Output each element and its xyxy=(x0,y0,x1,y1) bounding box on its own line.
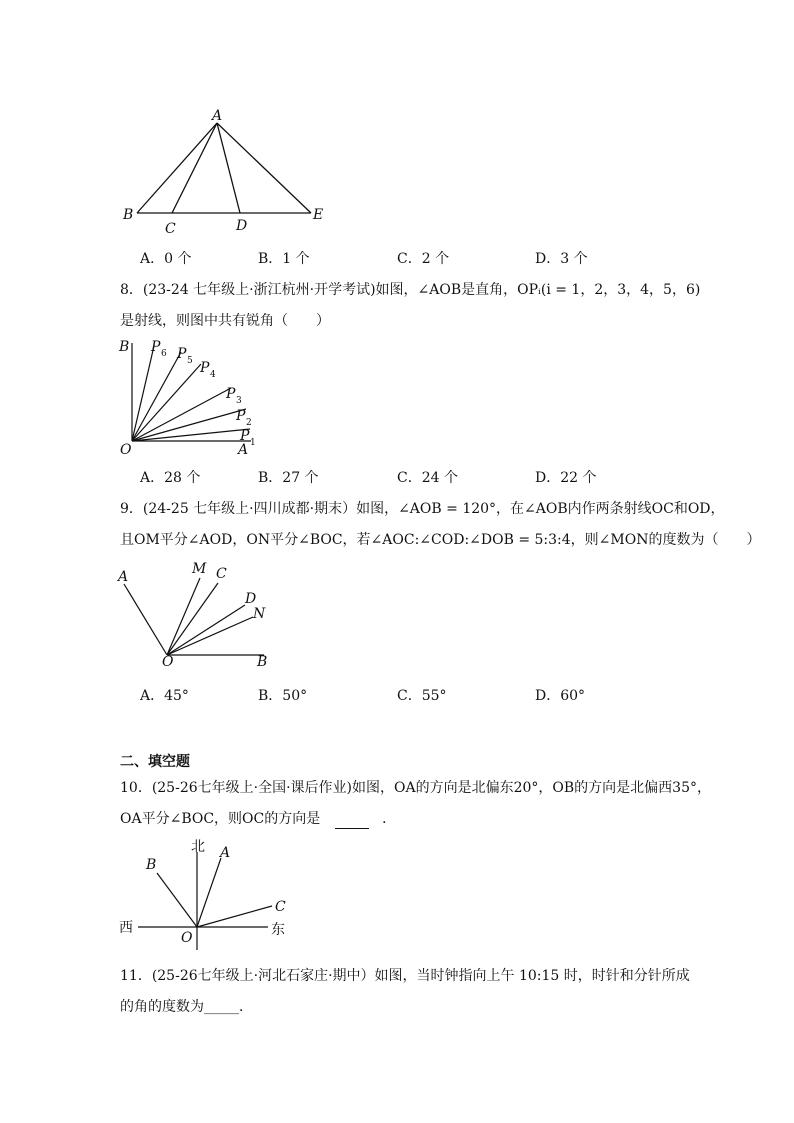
q7-option-d[interactable]: D．3 个 xyxy=(535,251,588,267)
q9-stem-line2: 且OM平分∠AOD，ON平分∠BOC，若∠AOC:∠COD:∠DOB = 5:3:4，则∠MON的度数为（ ） xyxy=(120,532,761,548)
q9-option-b[interactable]: B．50° xyxy=(258,688,308,704)
label-p3-sub: 3 xyxy=(236,396,242,406)
q8-stem-line1: 8．(23-24 七年级上·浙江杭州·开学考试)如图，∠AOB是直角，OPᵢ(i = 1，2，3，4，5，6) xyxy=(120,282,701,298)
label-p6-sub: 6 xyxy=(161,349,167,359)
label-north: 北 xyxy=(191,839,205,855)
q9-stem-line1: 9．(24-25 七年级上·四川成都·期末）如图，∠AOB = 120°，在∠AOB内作两条射线OC和OD， xyxy=(120,501,725,517)
q7-option-c[interactable]: C．2 个 xyxy=(397,251,450,267)
label-c9: C xyxy=(216,566,227,582)
label-p1: P xyxy=(240,428,250,444)
label-p6: P xyxy=(151,339,161,355)
label-b10: B xyxy=(146,857,157,873)
q11-stem-line1: 11．(25-26七年级上·河北石家庄·期中）如图，当时钟指向上午 10:15 时，时针和分针所成 xyxy=(120,968,690,984)
q8-stem-line2: 是射线，则图中共有锐角（ ） xyxy=(120,313,330,329)
q8-option-c[interactable]: C．24 个 xyxy=(397,470,458,486)
label-p5-sub: 5 xyxy=(187,356,193,366)
ray-oc10 xyxy=(197,906,272,927)
q10-stem-line1: 10．(25-26七年级上·全国·课后作业)如图，OA的方向是北偏东20°，OB的方向是北偏西35°， xyxy=(120,780,711,796)
label-c: C xyxy=(165,221,176,237)
q7-option-a[interactable]: A．0 个 xyxy=(140,251,192,267)
ray-oa10 xyxy=(197,858,221,927)
q9-option-d[interactable]: D．60° xyxy=(535,688,586,704)
label-o9: O xyxy=(162,654,174,670)
label-p4-sub: 4 xyxy=(210,370,216,380)
q10-stem-end: ． xyxy=(382,811,397,827)
label-c10: C xyxy=(275,899,286,915)
label-o8: O xyxy=(120,442,132,458)
label-p4: P xyxy=(200,360,210,376)
label-d: D xyxy=(236,218,248,234)
label-m9: M xyxy=(192,561,207,577)
q8-option-a[interactable]: A．28 个 xyxy=(140,470,201,486)
q7-option-b[interactable]: B．1 个 xyxy=(258,251,310,267)
label-b8: B xyxy=(119,339,130,355)
label-east: 东 xyxy=(271,922,285,938)
label-b9: B xyxy=(257,654,268,670)
q10-stem-text: OA平分∠BOC，则OC的方向是 xyxy=(120,811,321,827)
q8-option-d[interactable]: D．22 个 xyxy=(535,470,597,486)
label-e: E xyxy=(313,207,324,223)
label-p2-sub: 2 xyxy=(246,418,252,428)
label-a: A xyxy=(212,108,223,124)
label-p3: P xyxy=(226,386,236,402)
q9-option-a[interactable]: A．45° xyxy=(140,688,189,704)
label-b: B xyxy=(123,207,134,223)
label-a8: A xyxy=(238,442,249,458)
label-west: 西 xyxy=(119,920,133,936)
label-a10: A xyxy=(220,845,231,861)
label-p1-sub: 1 xyxy=(250,438,256,448)
ray-ob10 xyxy=(157,873,197,927)
label-d9: D xyxy=(245,591,257,607)
label-p2: P xyxy=(236,408,246,424)
q8-option-b[interactable]: B．27 个 xyxy=(258,470,319,486)
label-a9: A xyxy=(118,569,129,585)
label-p5: P xyxy=(177,346,187,362)
label-o10: O xyxy=(181,930,193,946)
section-title-fill-in: 二、填空题 xyxy=(120,754,190,770)
q11-stem-line2: 的角的度数为_____． xyxy=(120,999,253,1015)
q9-option-c[interactable]: C．55° xyxy=(397,688,447,704)
label-n9: N xyxy=(253,606,266,622)
